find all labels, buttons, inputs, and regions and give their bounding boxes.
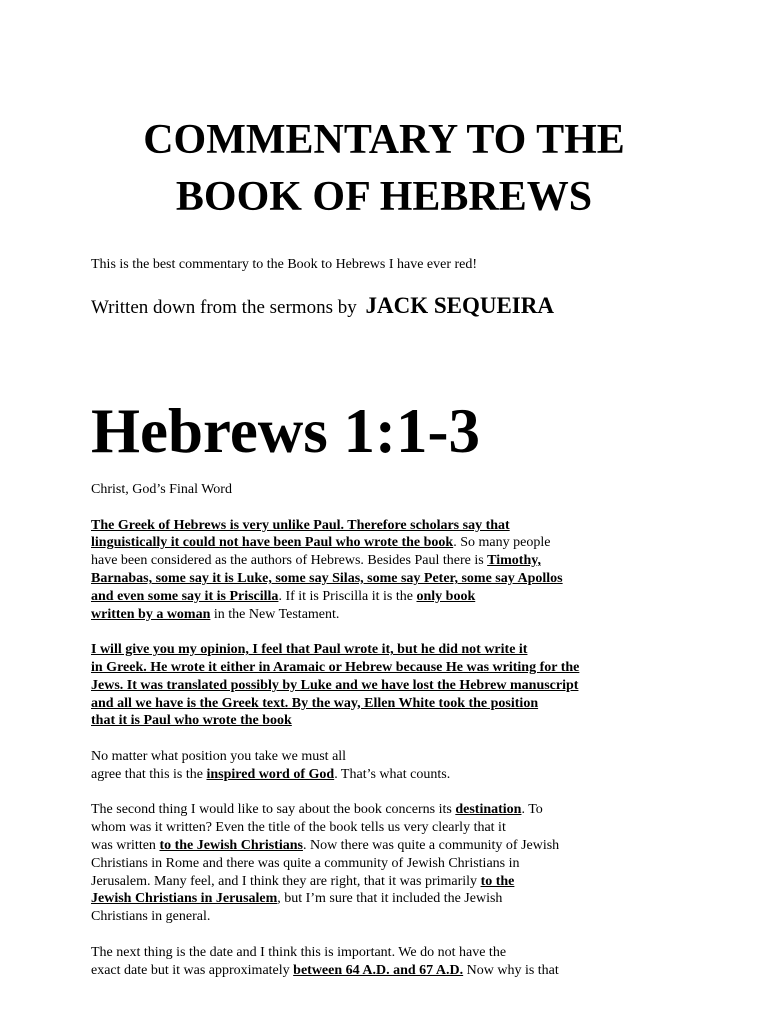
emphasis: Jewish Christians in Jerusalem: [91, 891, 278, 907]
text: in the New Testament.: [210, 606, 340, 622]
text-line: that it is Paul who wrote the book: [91, 713, 292, 729]
paragraph-authorship: [91, 517, 651, 624]
text: . So many people: [453, 535, 551, 551]
text: . If it is Priscilla it is the: [278, 588, 417, 604]
text: was written: [91, 837, 160, 853]
paragraph-date: [91, 944, 651, 980]
text: . That’s what counts.: [334, 766, 451, 782]
emphasis: only book: [416, 588, 476, 604]
title-line-2: BOOK OF HEBREWS: [175, 174, 593, 220]
text-line: Christians in Rome and there was quite a community of Jewish Christians in: [91, 855, 520, 871]
text-line: Christians in general.: [91, 909, 211, 925]
emphasis: linguistically it could not have been Paul who wrote the book: [91, 535, 454, 551]
chapter-subtitle: Christ, God’s Final Word: [91, 482, 232, 497]
document-title: [0, 112, 768, 226]
text-line: [91, 837, 651, 855]
text-line: in Greek. He wrote it either in Aramaic or Hebrew because He was writing for the: [91, 659, 580, 675]
text-line: The Greek of Hebrews is very unlike Paul. Therefore scholars say that: [91, 517, 510, 533]
text-line: Jews. It was translated possibly by Luke and we have lost the Hebrew manuscript: [91, 677, 579, 693]
text-line: The next thing is the date and I think this is important. We do not have the: [91, 944, 507, 960]
text-line: [91, 588, 651, 606]
chapter-heading: Hebrews 1:1-3: [91, 396, 481, 466]
title-line-1: COMMENTARY TO THE: [143, 117, 625, 163]
paragraph-opinion: [91, 641, 651, 730]
emphasis: written by a woman: [91, 606, 211, 622]
text-line: [91, 962, 651, 980]
text-line: [91, 890, 651, 908]
emphasis: to the Jewish Christians: [159, 837, 303, 853]
emphasis: and even some say it is Priscilla: [91, 588, 279, 604]
paragraph-destination: [91, 801, 651, 926]
text-line: No matter what position you take we must all: [91, 748, 347, 764]
byline-prefix: Written down from the sermons by: [91, 297, 357, 318]
text-line: and all we have is the Greek text. By the way, Ellen White took the position: [91, 695, 539, 711]
text-line: I will give you my opinion, I feel that Paul wrote it, but he did not write it: [91, 642, 528, 658]
text-line: [91, 552, 651, 570]
text: . To: [521, 802, 543, 818]
emphasis: Timothy,: [487, 553, 541, 569]
text-line: [91, 534, 651, 552]
text-line: [91, 801, 651, 819]
emphasis: between 64 A.D. and 67 A.D.: [293, 962, 464, 978]
paragraph-inspired: [91, 748, 651, 784]
text: agree that this is the: [91, 766, 207, 782]
emphasis: inspired word of God: [206, 766, 335, 782]
text: , but I’m sure that it included the Jewish: [277, 891, 503, 907]
text-line: [91, 766, 651, 784]
text-line: [91, 606, 651, 624]
byline: [91, 294, 554, 320]
emphasis: destination: [455, 802, 522, 818]
text-line: whom was it written? Even the title of the book tells us very clearly that it: [91, 820, 506, 836]
text: Now why is that: [463, 962, 559, 978]
text: have been considered as the authors of Hebrews. Besides Paul there is: [91, 553, 488, 569]
text: Jerusalem. Many feel, and I think they are right, that it was primarily: [91, 873, 481, 889]
author-name: JACK SEQUEIRA: [365, 293, 554, 318]
text-line: [91, 873, 651, 891]
intro-text: This is the best commentary to the Book to Hebrews I have ever red!: [91, 257, 478, 272]
document-body: [91, 481, 651, 997]
emphasis: to the: [480, 873, 515, 889]
text: The second thing I would like to say about the book concerns its: [91, 802, 456, 818]
text: . Now there was quite a community of Jewish: [302, 837, 560, 853]
text: exact date but it was approximately: [91, 962, 294, 978]
text-line: Barnabas, some say it is Luke, some say Silas, some say Peter, some say Apollos: [91, 570, 563, 586]
